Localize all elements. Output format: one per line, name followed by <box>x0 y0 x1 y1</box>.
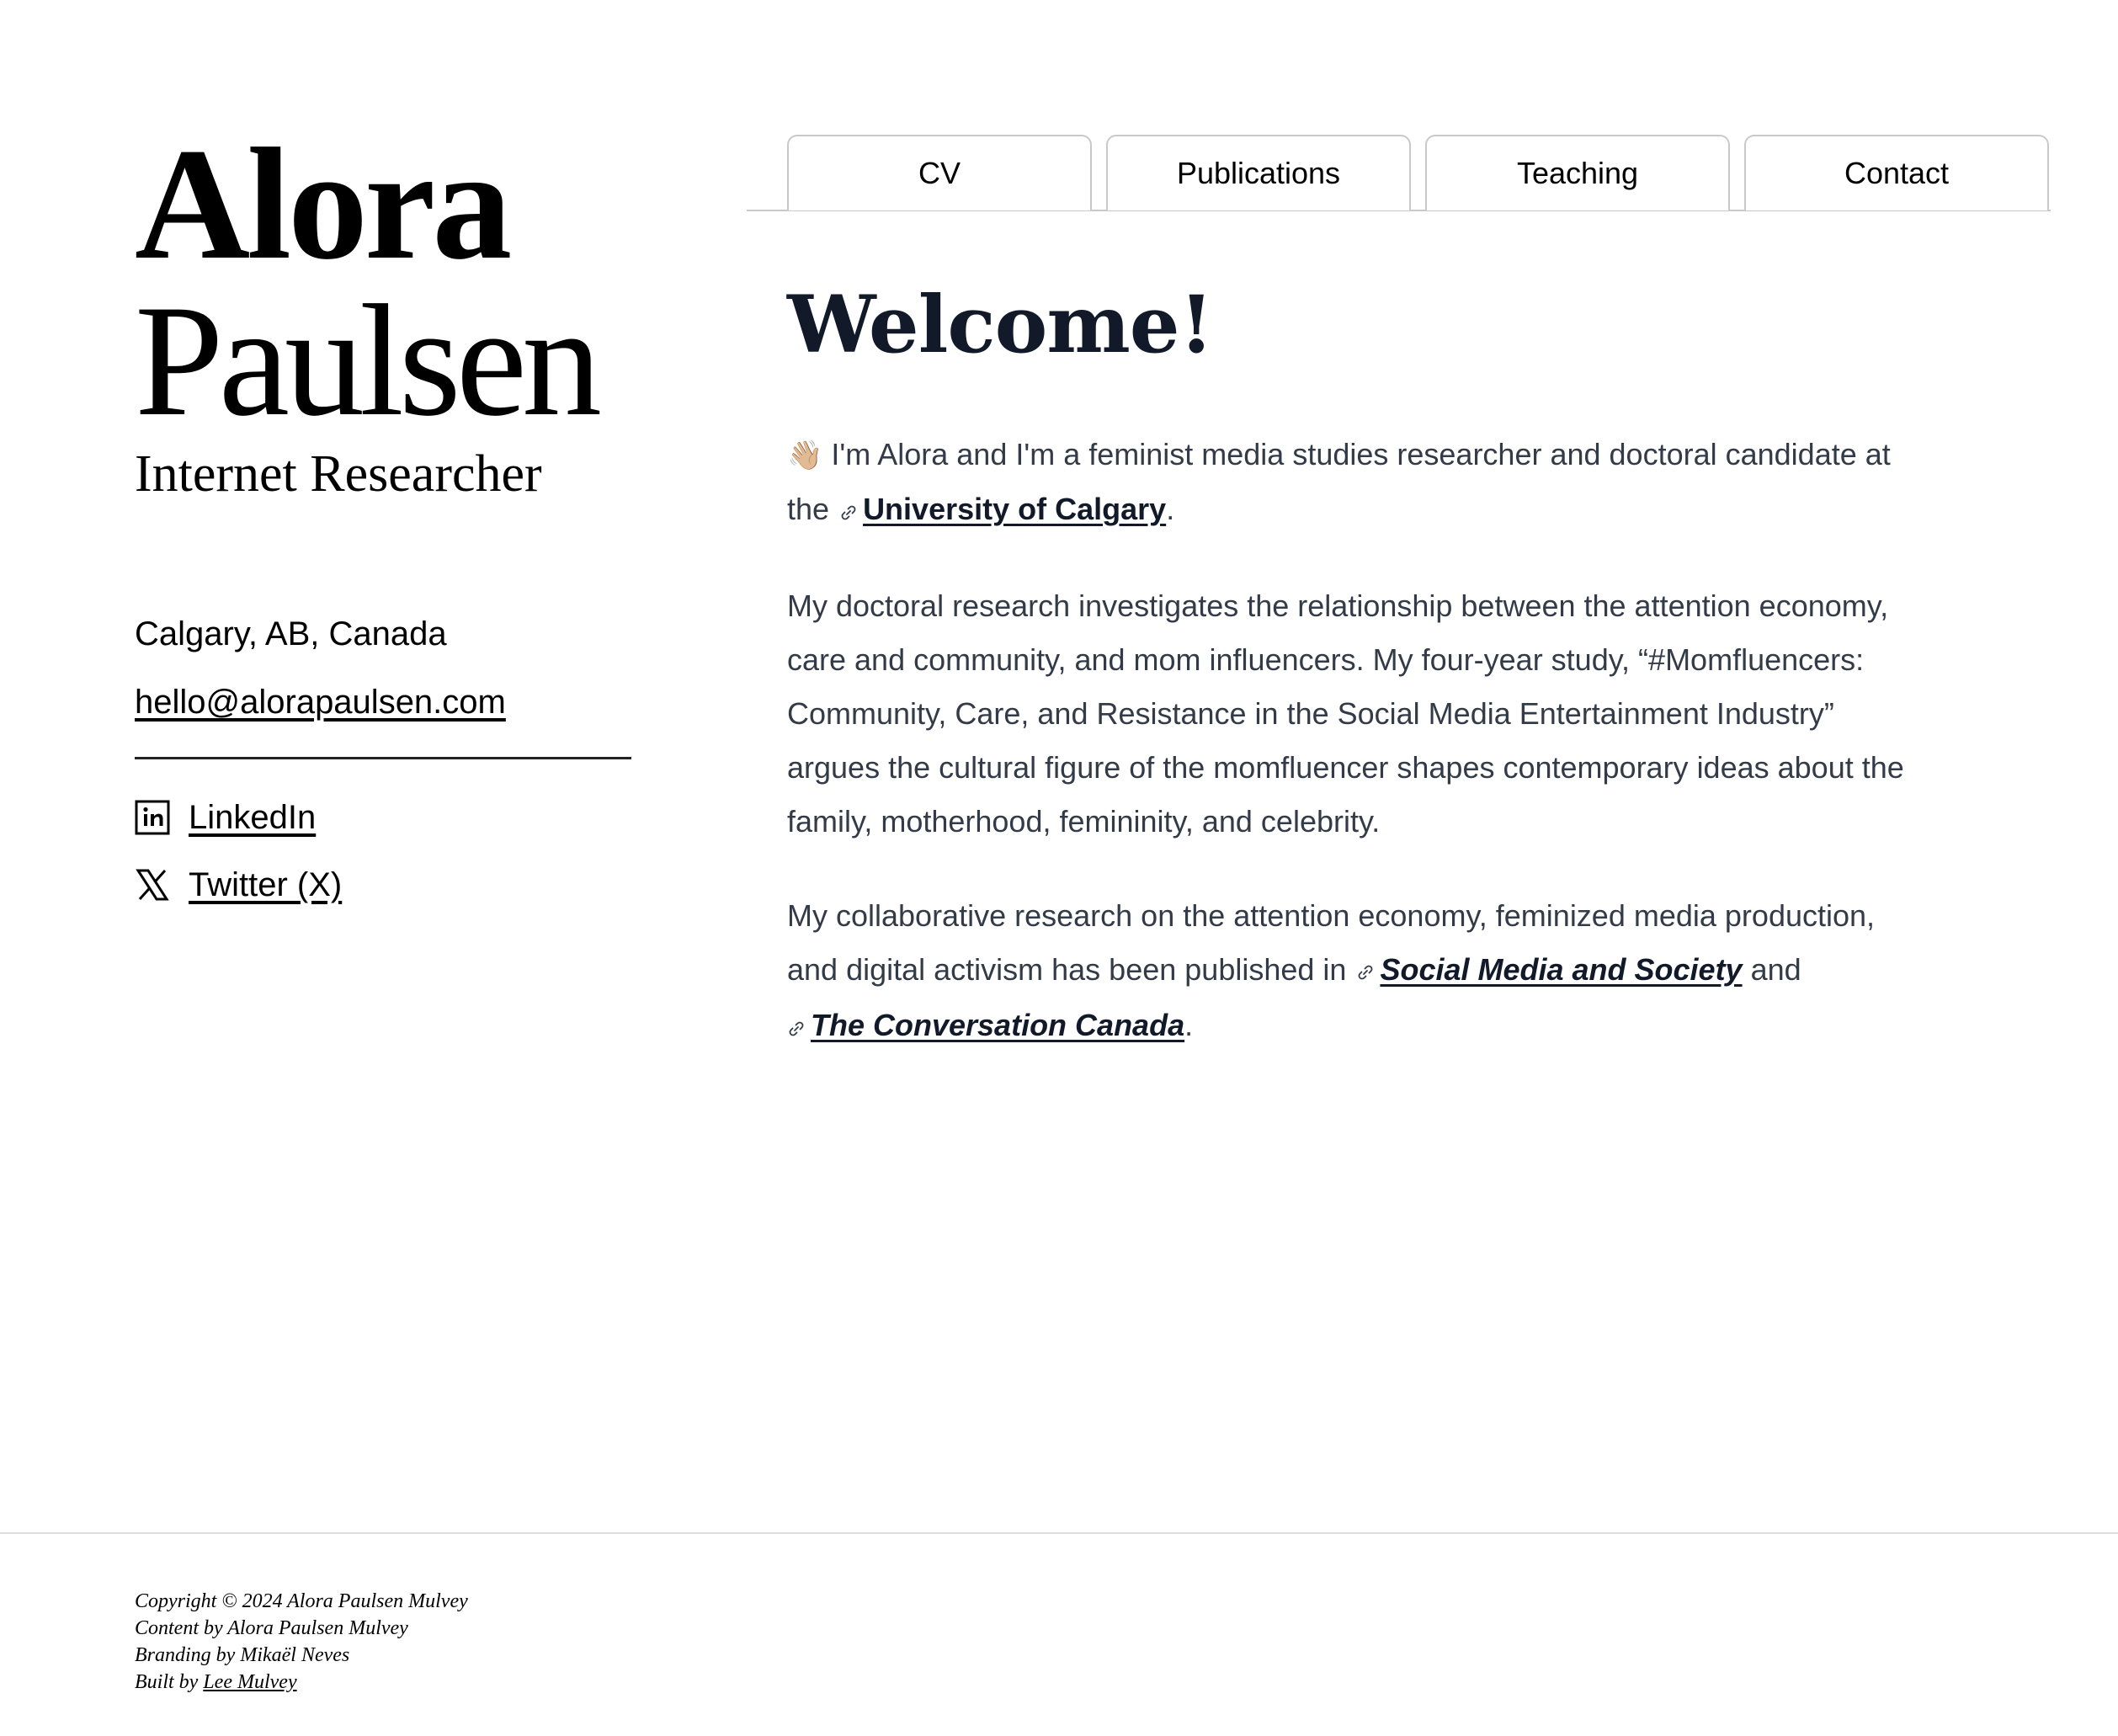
university-link[interactable]: University of Calgary <box>863 492 1167 527</box>
intro-period: . <box>1166 492 1175 527</box>
publications-period: . <box>1184 1008 1194 1043</box>
x-twitter-icon <box>135 867 170 903</box>
email-link[interactable]: hello@alorapaulsen.com <box>135 684 506 722</box>
footer-branding-by: Branding by Mikaël Neves <box>135 1644 350 1666</box>
first-name: Alora <box>135 116 509 293</box>
page-title: Welcome! <box>787 279 1213 371</box>
social-item-twitter <box>135 864 631 906</box>
tab-cv[interactable]: CV <box>787 135 1092 210</box>
sidebar <box>135 116 631 931</box>
publications-and: and <box>1750 951 1801 987</box>
location: Calgary, AB, Canada <box>135 615 447 653</box>
footer-divider <box>0 1532 2118 1534</box>
intro-paragraph <box>787 428 1907 538</box>
tab-contact[interactable]: Contact <box>1744 135 2049 210</box>
publications-paragraph <box>787 889 1907 1055</box>
sidebar-divider <box>135 757 631 759</box>
footer-content-by: Content by Alora Paulsen Mulvey <box>135 1617 408 1639</box>
social-media-and-society-link[interactable]: Social Media and Society <box>1380 951 1743 987</box>
footer-copyright: Copyright © 2024 Alora Paulsen Mulvey <box>135 1590 468 1612</box>
main-content <box>787 279 1907 1055</box>
link-icon <box>1356 945 1375 998</box>
publications-text: My collaborative research on the attention economy, feminized media production, and digital activism has been published in <box>787 897 1876 987</box>
waving-hand-icon: 👋🏼 <box>787 439 823 472</box>
footer-built-by-prefix: Built by <box>135 1671 199 1693</box>
lee-mulvey-link[interactable]: Lee Mulvey <box>203 1671 297 1693</box>
footer-built-by <box>135 1669 468 1696</box>
research-paragraph: My doctoral research investigates the relationship between the attention economy, care and community, and mom influencers. My four-year study, “#Momfluencers: Community, Care, and Resistance in the Social Media Entertainment Industry” argues the cultural figure of the momfluencer shapes contemporary ideas about the family, motherhood, femininity, and celebrity. <box>787 588 1904 839</box>
the-conversation-canada-link[interactable]: The Conversation Canada <box>811 1008 1185 1043</box>
tab-teaching[interactable]: Teaching <box>1425 135 1730 210</box>
twitter-link[interactable]: Twitter (X) <box>189 865 343 903</box>
linkedin-icon <box>135 800 170 835</box>
last-name: Paulsen <box>135 273 598 450</box>
linkedin-link[interactable]: LinkedIn <box>189 798 317 836</box>
tagline: Internet Researcher <box>135 445 542 503</box>
link-icon <box>787 1001 806 1055</box>
tab-publications[interactable]: Publications <box>1106 135 1411 210</box>
intro-text: I'm Alora and I'm a feminist media studies researcher and doctoral candidate at the <box>787 437 1891 527</box>
social-links <box>135 796 631 906</box>
social-item-linkedin <box>135 796 631 839</box>
footer <box>135 1588 468 1696</box>
site-title[interactable] <box>135 116 631 450</box>
link-icon <box>839 485 858 539</box>
nav-tabs <box>747 135 2051 211</box>
